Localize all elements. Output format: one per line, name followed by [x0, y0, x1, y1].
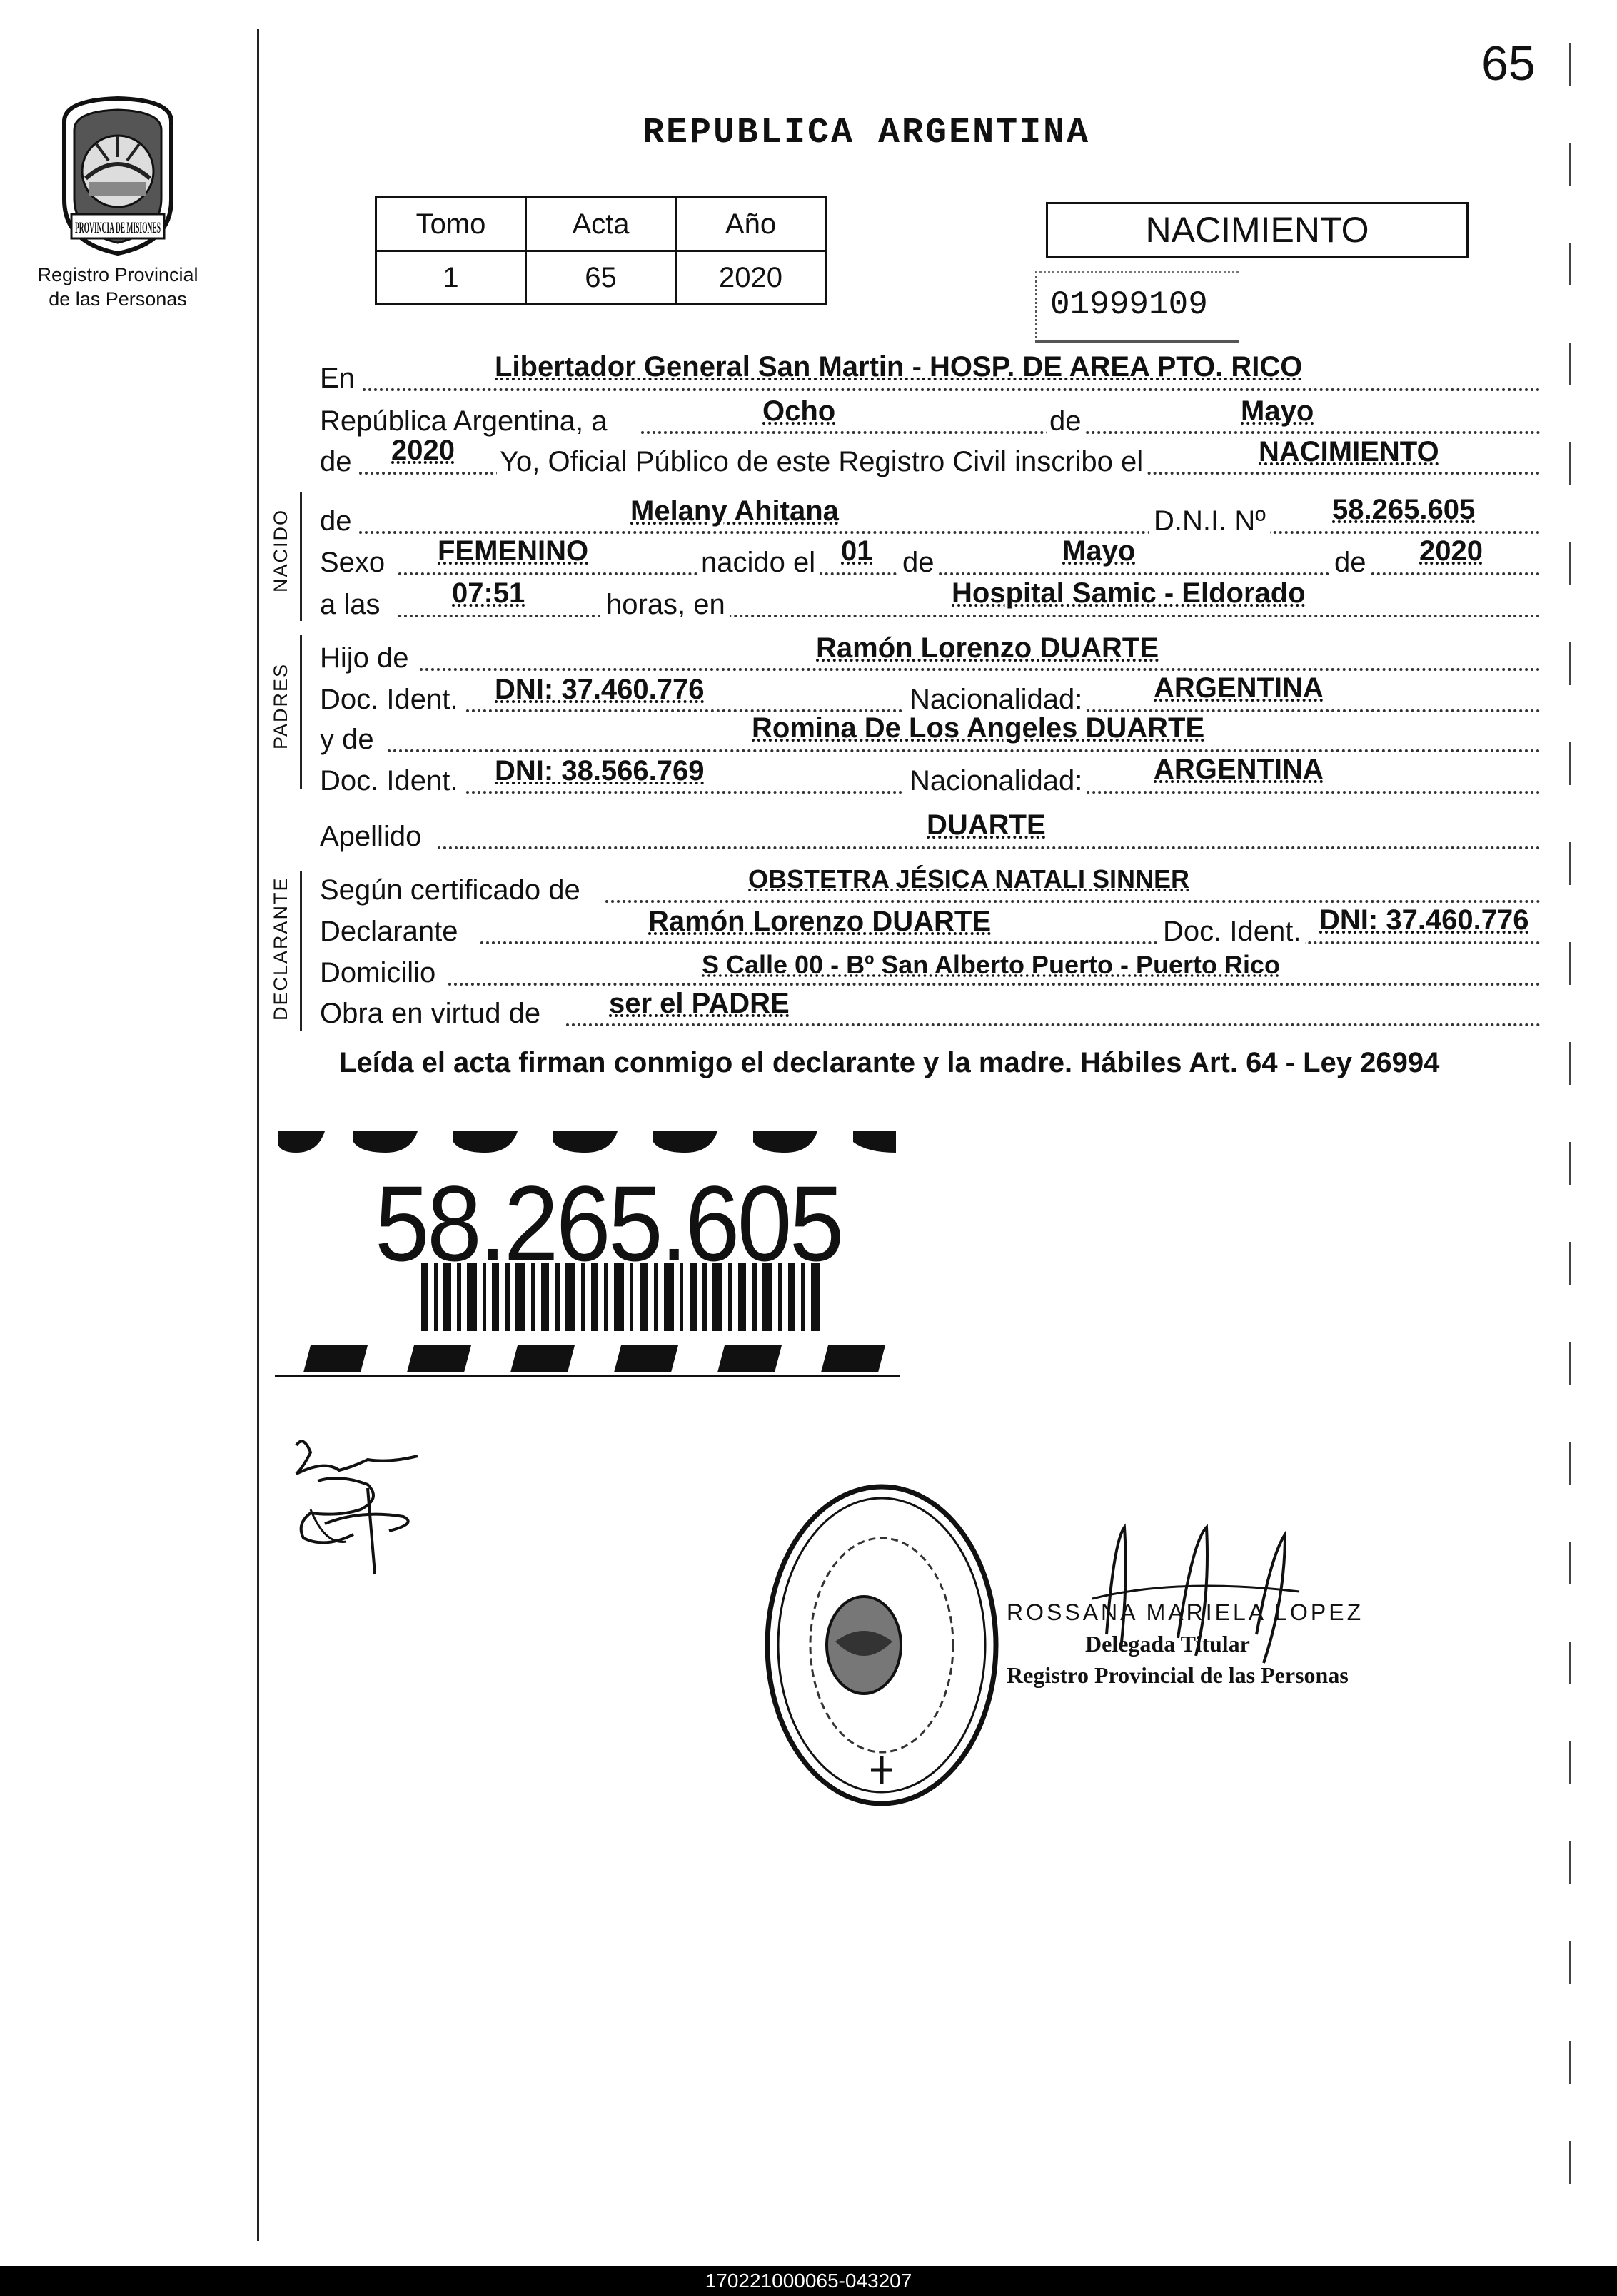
side-label-declarante: DECLARANTE [270, 876, 291, 1021]
hijo-label: Hijo de [320, 642, 409, 674]
row-time-place [320, 577, 1541, 623]
serial-stamp: 01999109 [1035, 271, 1239, 343]
declarant-doc-label: Doc. Ident. [1159, 916, 1305, 948]
declarante-label: Declarante [320, 916, 458, 947]
republica-label: República Argentina, a [320, 405, 608, 437]
official-name: ROSSANA MARIELA LOPEZ [1007, 1599, 1364, 1625]
yo-text: Yo, Oficial Público de este Registro Civil inscribo el [497, 446, 1146, 478]
record-table-cell: 1 [376, 251, 526, 305]
obra-label: Obra en virtud de [320, 998, 541, 1029]
row-surname [320, 809, 1541, 855]
child-dni-value: 58.265.605 [1332, 494, 1476, 525]
crest-caption-line2: de las Personas [49, 288, 187, 310]
child-name-value: Melany Ahitana [630, 495, 839, 527]
row-declarant [320, 904, 1541, 950]
father-name-value: Ramón Lorenzo DUARTE [816, 632, 1159, 664]
year-value: 2020 [391, 435, 455, 466]
row-capacity [320, 988, 1541, 1032]
official-stamp [1007, 1597, 1364, 1691]
month-value: Mayo [1241, 395, 1314, 427]
footer-code: 170221000065-043207 [0, 2266, 1617, 2296]
sexo-label: Sexo [320, 547, 386, 578]
father-doc-value: DNI: 37.460.776 [495, 674, 705, 705]
provincial-crest-logo [50, 93, 186, 257]
de-name-label: de [320, 505, 352, 537]
side-label-padres: PADRES [270, 662, 291, 749]
record-table-header-row [376, 198, 826, 251]
declarant-value: Ramón Lorenzo DUARTE [648, 906, 991, 937]
row-year [320, 435, 1541, 480]
mother-doc-value: DNI: 38.566.769 [495, 755, 705, 787]
apellido-label: Apellido [320, 821, 422, 852]
dni-label: D.N.I. Nº [1149, 505, 1270, 537]
declarant-doc-value: DNI: 37.460.776 [1319, 904, 1529, 936]
birth-year-value: 2020 [1419, 535, 1483, 567]
padres-bracket-line [300, 635, 302, 789]
row-date [320, 395, 1541, 440]
record-type-box: NACIMIENTO [1046, 202, 1469, 258]
sex-value: FEMENINO [438, 535, 589, 567]
crest-ring-text: PROVINCIA DE MISIONES [75, 218, 161, 236]
birth-day-value: 01 [841, 535, 873, 567]
right-margin-line [1569, 43, 1571, 2241]
nacionalidad-label: Nacionalidad: [905, 684, 1087, 716]
act-type-value: NACIMIENTO [1259, 436, 1439, 467]
surname-value: DUARTE [927, 809, 1046, 841]
birth-place-value: Hospital Samic - Eldorado [952, 577, 1306, 609]
official-office: Registro Provincial de las Personas [1007, 1662, 1349, 1688]
doc-ident-mother-label: Doc. Ident. [320, 765, 458, 796]
birth-time-value: 07:51 [452, 577, 525, 609]
place-value: Libertador General San Martin - HOSP. DE AREA PTO. RICO [495, 351, 1303, 383]
crest-caption-line1: Registro Provincial [37, 264, 198, 285]
horas-label: horas, en [602, 589, 730, 621]
domicilio-label: Domicilio [320, 957, 436, 988]
row-place [320, 351, 1541, 397]
side-label-nacido: NACIDO [270, 508, 291, 592]
day-word-value: Ocho [762, 395, 836, 427]
record-table-header: Tomo [376, 198, 526, 251]
address-value: S Calle 00 - Bº San Alberto Puerto - Puerto Rico [702, 950, 1280, 979]
dni-sticker-number: 58.265.605 [375, 1163, 842, 1283]
y-de-label: y de [320, 724, 374, 755]
birth-month-value: Mayo [1062, 535, 1136, 567]
nacionalidad-mother-label: Nacionalidad: [905, 765, 1087, 797]
row-mother [320, 712, 1541, 758]
capacity-value: ser el PADRE [609, 988, 790, 1019]
mother-nationality-value: ARGENTINA [1154, 754, 1324, 785]
de-birth-year-label: de [1330, 547, 1371, 579]
left-margin-line [257, 29, 259, 2241]
document-title: REPUBLICA ARGENTINA [643, 113, 1091, 153]
record-table-value-row [376, 251, 826, 305]
mother-name-value: Romina De Los Angeles DUARTE [752, 712, 1205, 744]
de-year-label: de [320, 446, 352, 477]
crest-caption [21, 263, 214, 311]
certificate-value: OBSTETRA JÉSICA NATALI SINNER [748, 864, 1190, 894]
row-address [320, 950, 1541, 991]
page-number: 65 [1481, 36, 1536, 91]
record-table-header: Acta [526, 198, 676, 251]
a-las-label: a las [320, 589, 381, 620]
row-sex-birth [320, 535, 1541, 581]
official-role: Delegada Titular [1085, 1631, 1250, 1657]
nacido-bracket-line [300, 492, 302, 621]
record-table-header: Año [676, 198, 826, 251]
declarante-bracket-line [300, 871, 302, 1031]
de-label: de [1047, 405, 1084, 438]
row-child-name [320, 494, 1541, 540]
sticker-top-border [275, 1124, 900, 1160]
segun-label: Según certificado de [320, 874, 580, 906]
row-certificate [320, 864, 1541, 909]
record-table-cell: 2020 [676, 251, 826, 305]
record-table [375, 196, 827, 305]
nacido-label: nacido el [697, 547, 820, 579]
sticker-bottom-border [275, 1338, 900, 1381]
closing-text: Leída el acta firman conmigo el declarante y la madre. Hábiles Art. 64 - Ley 26994 [339, 1047, 1440, 1078]
en-label: En [320, 363, 355, 394]
row-mother-doc [320, 754, 1541, 799]
row-father [320, 632, 1541, 677]
father-nationality-value: ARGENTINA [1154, 672, 1324, 704]
de-birth-month-label: de [898, 547, 939, 579]
doc-ident-label: Doc. Ident. [320, 684, 458, 715]
official-seal [757, 1477, 1007, 1813]
record-table-cell: 65 [526, 251, 676, 305]
declarant-signature [282, 1431, 446, 1584]
